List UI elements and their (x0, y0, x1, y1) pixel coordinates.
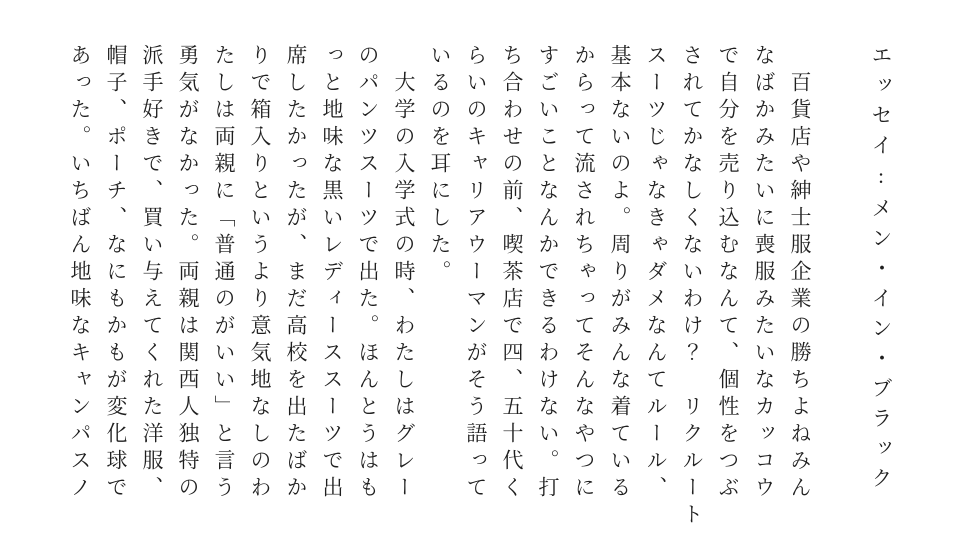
essay-title: エッセイ:メン・イン・ブラック (869, 44, 893, 497)
text-column: なばかみたいに喪服みたいなカッコウ (752, 44, 776, 503)
text-column: スーツじゃなきゃダメなんてルール、 (644, 44, 668, 503)
vertical-text-area (62, 0, 960, 540)
text-column: からって流されちゃってそんなやつに (572, 44, 596, 503)
text-column: あった。いちばん地味なキャンパスノ (68, 44, 92, 503)
essay-body (62, 44, 818, 540)
text-column: 大学の入学式の時、わたしはグレー (392, 44, 416, 503)
text-column: で自分を売り込むなんて、個性をつぶ (716, 44, 740, 503)
text-column: 百貨店や紳士服企業の勝ちよねみん (788, 44, 812, 503)
text-column: りで箱入りというより意気地なしのわ (248, 44, 272, 503)
text-column: 帽子、ポーチ、なにもかもが変化球で (104, 44, 128, 503)
text-column: 勇気がなかった。両親は関西人独特の (176, 44, 200, 503)
text-column: されてかなしくないわけ？ リクルート (680, 44, 704, 530)
text-column: すごいことなんかできるわけない。打 (536, 44, 560, 503)
text-column: らいのキャリアウーマンがそう語って (464, 44, 488, 503)
text-column: 席したかったが、まだ高校を出たばか (284, 44, 308, 503)
text-column: いるのを耳にした。 (428, 44, 452, 287)
text-column: ち合わせの前、喫茶店で四、五十代く (500, 44, 524, 503)
text-column: のパンツスーツで出た。ほんとうはも (356, 44, 380, 503)
text-column: たしは両親に「普通のがいい」と言う (212, 44, 236, 503)
text-column: 基本ないのよ。周りがみんな着ている (608, 44, 632, 503)
text-column: っと地味な黒いレディーススーツで出 (320, 44, 344, 503)
text-column: 派手好きで、買い与えてくれた洋服、 (140, 44, 164, 503)
